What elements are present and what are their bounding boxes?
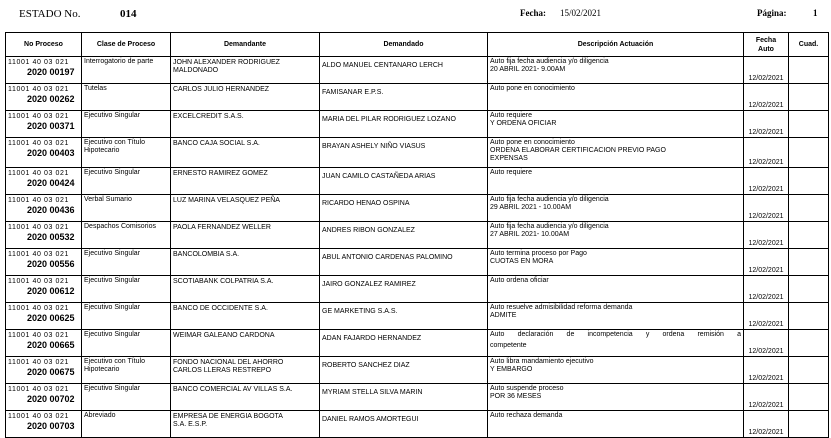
demandado-cell: [320, 222, 488, 249]
clase-text: Interrogatorio de parte: [84, 58, 154, 65]
descripcion-text: Auto requiere Y ORDENA OFICIAR: [490, 112, 557, 127]
proceso-cell: [6, 384, 82, 411]
demandante-cell: [171, 276, 320, 303]
clase-cell: [82, 303, 171, 330]
demandante-text: ERNESTO RAMIREZ GOMEZ: [173, 170, 268, 177]
proceso-cell: [6, 57, 82, 84]
proceso-code: 11001 40 03 021: [8, 140, 70, 147]
proceso-cell: [6, 249, 82, 276]
proceso-number: 2020 00703: [27, 421, 75, 431]
demandante-text: BANCO CAJA SOCIAL S.A.: [173, 140, 260, 147]
clase-text: Ejecutivo Singular: [84, 331, 141, 338]
cuad-cell: [789, 57, 829, 84]
fecha-value: 15/02/2021: [560, 8, 602, 18]
demandante-cell: [171, 411, 320, 438]
proceso-cell: [6, 303, 82, 330]
table-row: [6, 330, 829, 357]
demandante-cell: [171, 138, 320, 168]
demandante-cell: [171, 330, 320, 357]
clase-text: Ejecutivo Singular: [84, 277, 141, 284]
cuad-cell: [789, 168, 829, 195]
descripcion-cell: [488, 195, 744, 222]
clase-text: Ejecutivo con Título Hipotecario: [84, 139, 145, 154]
demandado-text: ROBERTO SANCHEZ DIAZ: [322, 362, 410, 369]
demandado-text: JUAN CAMILO CASTAÑEDA ARIAS: [322, 173, 436, 180]
proceso-number: 2020 00612: [27, 286, 75, 296]
col-header-cuad: Cuad.: [789, 33, 829, 57]
clase-text: Ejecutivo Singular: [84, 169, 141, 176]
proceso-number: 2020 00702: [27, 394, 75, 404]
descripcion-cell: [488, 138, 744, 168]
table-row: [6, 222, 829, 249]
proceso-number: 2020 00625: [27, 313, 75, 323]
col-header-clase: Clase de Proceso: [82, 33, 171, 57]
fecha-auto-cell: 12/02/2021: [744, 168, 789, 195]
clase-cell: [82, 276, 171, 303]
demandado-text: ADAN FAJARDO HERNANDEZ: [322, 335, 422, 342]
cuad-cell: [789, 411, 829, 438]
demandado-text: GE MARKETING S.A.S.: [322, 308, 398, 315]
fecha-auto-cell: 12/02/2021: [744, 195, 789, 222]
clase-cell: [82, 111, 171, 138]
fecha-label: Fecha:: [520, 8, 546, 18]
descripcion-cell: [488, 411, 744, 438]
demandado-cell: [320, 303, 488, 330]
proceso-code: 11001 40 03 021: [8, 170, 70, 177]
cuad-cell: [789, 195, 829, 222]
demandante-cell: [171, 111, 320, 138]
clase-text: Despachos Comisorios: [84, 223, 156, 230]
estado-label: ESTADO No.: [19, 8, 81, 20]
table-body: [6, 57, 829, 438]
demandante-text: BANCO DE OCCIDENTE S.A.: [173, 305, 268, 312]
table-row: [6, 384, 829, 411]
clase-cell: [82, 330, 171, 357]
clase-cell: [82, 222, 171, 249]
demandado-cell: [320, 330, 488, 357]
proceso-number: 2020 00424: [27, 178, 75, 188]
clase-cell: [82, 195, 171, 222]
demandado-text: ABUL ANTONIO CARDENAS PALOMINO: [322, 254, 453, 261]
table-row: [6, 411, 829, 438]
proceso-code: 11001 40 03 021: [8, 305, 70, 312]
proceso-code: 11001 40 03 021: [8, 59, 70, 66]
clase-cell: [82, 357, 171, 384]
fecha-auto-cell: 12/02/2021: [744, 411, 789, 438]
demandado-text: FAMISANAR E.P.S.: [322, 89, 384, 96]
descripcion-text: Auto fija fecha audiencia y/o diligencia 20 ABRIL 2021- 9.00AM: [490, 58, 609, 73]
demandado-text: ANDRES RIBON GONZALEZ: [322, 227, 415, 234]
table-row: [6, 195, 829, 222]
pagina-label: Página:: [757, 8, 787, 18]
clase-text: Abreviado: [84, 412, 116, 419]
demandado-cell: [320, 138, 488, 168]
demandante-text: BANCO COMERCIAL AV VILLAS S.A.: [173, 386, 293, 393]
proceso-number: 2020 00556: [27, 259, 75, 269]
descripcion-cell: [488, 57, 744, 84]
proceso-number: 2020 00675: [27, 367, 75, 377]
clase-cell: [82, 168, 171, 195]
demandado-text: MYRIAM STELLA SILVA MARIN: [322, 389, 423, 396]
descripcion-text: Auto termina proceso por Pago CUOTAS EN MORA: [490, 250, 587, 265]
demandado-text: BRAYAN ASHELY NIÑO VIASUS: [322, 143, 426, 150]
proceso-code: 11001 40 03 021: [8, 251, 70, 258]
cuad-cell: [789, 330, 829, 357]
proceso-code: 11001 40 03 021: [8, 113, 70, 120]
descripcion-text: Auto libra mandamiento ejecutivo Y EMBARGO: [490, 358, 594, 373]
cuad-cell: [789, 84, 829, 111]
proceso-cell: [6, 330, 82, 357]
fecha-auto-cell: 12/02/2021: [744, 138, 789, 168]
proceso-code: 11001 40 03 021: [8, 413, 70, 420]
demandado-cell: [320, 111, 488, 138]
proceso-code: 11001 40 03 021: [8, 197, 70, 204]
demandante-text: FONDO NACIONAL DEL AHORRO CARLOS LLERAS RESTREPO: [173, 359, 284, 374]
demandante-cell: [171, 57, 320, 84]
table-row: [6, 111, 829, 138]
fecha-auto-cell: 12/02/2021: [744, 384, 789, 411]
demandante-cell: [171, 168, 320, 195]
fecha-auto-cell: 12/02/2021: [744, 276, 789, 303]
descripcion-cell: [488, 168, 744, 195]
descripcion-cell: [488, 384, 744, 411]
col-header-descripcion: Descripción Actuación: [488, 33, 744, 57]
proceso-cell: [6, 276, 82, 303]
descripcion-cell: [488, 357, 744, 384]
fecha-auto-cell: 12/02/2021: [744, 222, 789, 249]
table-row: [6, 357, 829, 384]
descripcion-text: Auto requiere: [490, 169, 533, 176]
demandado-cell: [320, 57, 488, 84]
proceso-number: 2020 00371: [27, 121, 75, 131]
clase-text: Tutelas: [84, 85, 107, 92]
fecha-auto-cell: 12/02/2021: [744, 330, 789, 357]
demandante-cell: [171, 384, 320, 411]
proceso-number: 2020 00262: [27, 94, 75, 104]
cuad-cell: [789, 384, 829, 411]
descripcion-text-cont: competente: [490, 342, 527, 349]
demandado-cell: [320, 276, 488, 303]
cuad-cell: [789, 303, 829, 330]
col-header-no-proceso: No Proceso: [6, 33, 82, 57]
descripcion-cell: [488, 249, 744, 276]
descripcion-cell: [488, 330, 744, 357]
clase-cell: [82, 138, 171, 168]
descripcion-text: Auto declaración de incompetencia y ordena remisión a: [490, 331, 741, 338]
demandado-text: MARIA DEL PILAR RODRIGUEZ LOZANO: [322, 116, 456, 123]
table-row: [6, 57, 829, 84]
clase-text: Ejecutivo Singular: [84, 112, 141, 119]
cuad-cell: [789, 249, 829, 276]
proceso-cell: [6, 111, 82, 138]
proceso-cell: [6, 195, 82, 222]
clase-text: Verbal Sumario: [84, 196, 132, 203]
fecha-auto-cell: 12/02/2021: [744, 84, 789, 111]
clase-text: Ejecutivo con Título Hipotecario: [84, 358, 145, 373]
clase-cell: [82, 249, 171, 276]
proceso-number: 2020 00532: [27, 232, 75, 242]
demandante-text: JOHN ALEXANDER RODRIGUEZ MALDONADO: [173, 59, 280, 74]
table-row: [6, 303, 829, 330]
demandante-text: WEIMAR GALEANO CARDONA: [173, 332, 275, 339]
fecha-auto-cell: 12/02/2021: [744, 357, 789, 384]
demandado-text: ALDO MANUEL CENTANARO LERCH: [322, 62, 443, 69]
demandante-text: PAOLA FERNANDEZ WELLER: [173, 224, 271, 231]
clase-cell: [82, 57, 171, 84]
fecha-auto-cell: 12/02/2021: [744, 249, 789, 276]
table-row: [6, 249, 829, 276]
document-header: [0, 0, 831, 30]
proceso-cell: [6, 222, 82, 249]
cuad-cell: [789, 111, 829, 138]
descripcion-text: Auto suspende proceso POR 36 MESES: [490, 385, 564, 400]
table-row: [6, 276, 829, 303]
clase-cell: [82, 84, 171, 111]
descripcion-cell: [488, 276, 744, 303]
proceso-cell: [6, 168, 82, 195]
proceso-code: 11001 40 03 021: [8, 332, 70, 339]
demandante-text: BANCOLOMBIA S.A.: [173, 251, 240, 258]
descripcion-text: Auto resuelve admisibilidad reforma demanda ADMITE: [490, 304, 633, 319]
demandante-cell: [171, 249, 320, 276]
demandado-cell: [320, 84, 488, 111]
descripcion-text: Auto fija fecha audiencia y/o diligencia 29 ABRIL 2021 - 10.00AM: [490, 196, 609, 211]
proceso-cell: [6, 84, 82, 111]
cuad-cell: [789, 222, 829, 249]
demandante-cell: [171, 84, 320, 111]
proceso-code: 11001 40 03 021: [8, 359, 70, 366]
demandado-cell: [320, 249, 488, 276]
estado-table: [5, 32, 829, 438]
descripcion-cell: [488, 84, 744, 111]
descripcion-text: Auto ordena oficiar: [490, 277, 549, 284]
table-row: [6, 168, 829, 195]
demandante-cell: [171, 222, 320, 249]
proceso-cell: [6, 357, 82, 384]
descripcion-cell: [488, 222, 744, 249]
demandante-text: EXCELCREDIT S.A.S.: [173, 113, 244, 120]
descripcion-text: Auto fija fecha audiencia y/o diligencia 27 ABRIL 2021- 10.00AM: [490, 223, 609, 238]
col-header-demandado: Demandado: [320, 33, 488, 57]
proceso-code: 11001 40 03 021: [8, 86, 70, 93]
demandante-text: LUZ MARINA VELASQUEZ PEÑA: [173, 197, 280, 204]
demandante-cell: [171, 303, 320, 330]
proceso-number: 2020 00665: [27, 340, 75, 350]
cuad-cell: [789, 138, 829, 168]
demandado-text: DANIEL RAMOS AMORTEGUI: [322, 416, 419, 423]
demandante-cell: [171, 195, 320, 222]
fecha-auto-cell: 12/02/2021: [744, 303, 789, 330]
fecha-auto-cell: 12/02/2021: [744, 111, 789, 138]
demandante-text: CARLOS JULIO HERNANDEZ: [173, 86, 270, 93]
demandado-cell: [320, 384, 488, 411]
cuad-cell: [789, 276, 829, 303]
demandado-text: RICARDO HENAO OSPINA: [322, 200, 410, 207]
clase-cell: [82, 384, 171, 411]
descripcion-cell: [488, 111, 744, 138]
descripcion-text: Auto pone en conocimiento: [490, 85, 575, 92]
demandado-cell: [320, 357, 488, 384]
proceso-cell: [6, 411, 82, 438]
proceso-number: 2020 00436: [27, 205, 75, 215]
proceso-code: 11001 40 03 021: [8, 278, 70, 285]
table-row: [6, 84, 829, 111]
demandado-cell: [320, 411, 488, 438]
pagina-value: 1: [813, 8, 818, 18]
fecha-auto-cell: 12/02/2021: [744, 57, 789, 84]
descripcion-text: Auto rechaza demanda: [490, 412, 563, 419]
cuad-cell: [789, 357, 829, 384]
proceso-number: 2020 00403: [27, 148, 75, 158]
proceso-cell: [6, 138, 82, 168]
demandante-text: SCOTIABANK COLPATRIA S.A.: [173, 278, 274, 285]
col-header-fecha-auto: Fecha Auto: [744, 33, 789, 57]
demandante-text: EMPRESA DE ENERGIA BOGOTA S.A. E.S.P.: [173, 413, 283, 428]
clase-text: Ejecutivo Singular: [84, 304, 141, 311]
descripcion-cell: [488, 303, 744, 330]
col-header-demandante: Demandante: [171, 33, 320, 57]
proceso-code: 11001 40 03 021: [8, 224, 70, 231]
demandado-cell: [320, 168, 488, 195]
clase-text: Ejecutivo Singular: [84, 385, 141, 392]
proceso-number: 2020 00197: [27, 67, 75, 77]
table-header-row: [6, 33, 829, 57]
demandante-cell: [171, 357, 320, 384]
demandado-text: JAIRO GONZALEZ RAMIREZ: [322, 281, 416, 288]
descripcion-text: Auto pone en conocimiento ORDENA ELABORAR CERTIFICACION PREVIO PAGO EXPENSAS: [490, 139, 666, 162]
clase-cell: [82, 411, 171, 438]
table-row: [6, 138, 829, 168]
proceso-code: 11001 40 03 021: [8, 386, 70, 393]
clase-text: Ejecutivo Singular: [84, 250, 141, 257]
estado-number: 014: [120, 8, 137, 20]
demandado-cell: [320, 195, 488, 222]
